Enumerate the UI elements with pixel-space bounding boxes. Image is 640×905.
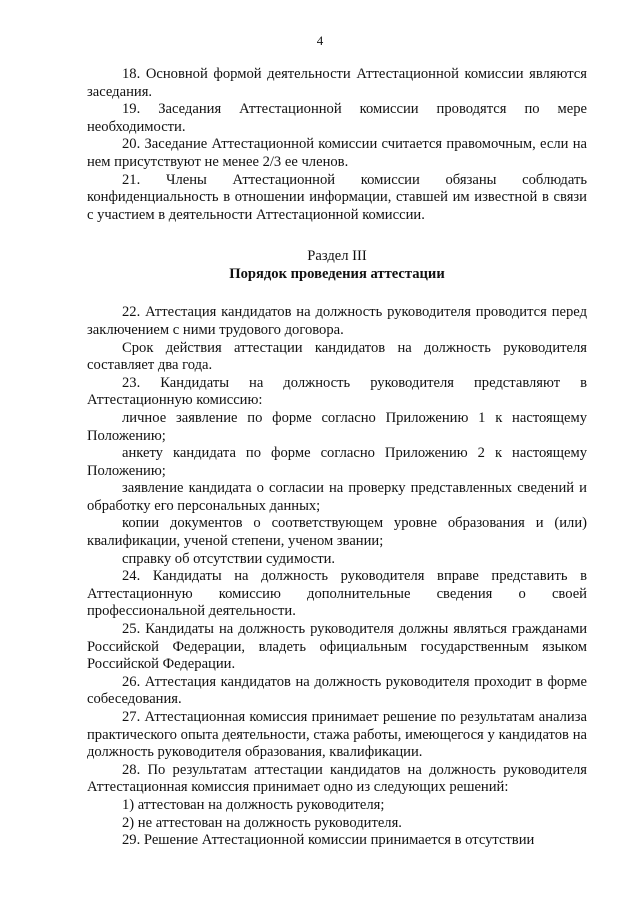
paragraph-29: 29. Решение Аттестационной комиссии принимается в отсутствии — [122, 832, 535, 849]
list-item-candidate-form: анкету кандидата по форме согласно Приложению 2 к настоящему Положению; — [87, 445, 587, 479]
list-item-consent-statement: заявление кандидата о согласии на проверку представленных сведений и обработку его персональных данных; — [87, 480, 587, 514]
paragraph-20: 20. Заседание Аттестационной комиссии считается правомочным, если на нем присутствуют не менее 2/3 ее членов. — [87, 136, 587, 170]
paragraph-27: 27. Аттестационная комиссия принимает решение по результатам анализа практического опыта деятельности, стажа работы, имеющегося у кандидатов на должность руководителя образования, квалификации. — [87, 709, 587, 761]
paragraph-23: 23. Кандидаты на должность руководителя представляют в Аттестационную комиссию: — [87, 374, 587, 409]
decision-option-not-certified: 2) не аттестован на должность руководителя. — [122, 814, 402, 831]
decision-option-certified: 1) аттестован на должность руководителя; — [122, 796, 385, 813]
list-item-education-copies: копии документов о соответствующем уровне образования и (или) квалификации, ученой степени, ученом звании; — [87, 515, 587, 550]
page-number: 4 — [316, 33, 324, 48]
paragraph-26: 26. Аттестация кандидатов на должность руководителя проходит в форме собеседования. — [87, 673, 587, 708]
paragraph-22: 22. Аттестация кандидатов на должность руководителя проводится перед заключением с ними трудового договора. — [87, 304, 587, 338]
paragraph-21: 21. Члены Аттестационной комиссии обязаны соблюдать конфиденциальность в отношении информации, ставшей им известной в связи с участием в деятельности Аттестационной комиссии. — [87, 171, 587, 223]
paragraph-24: 24. Кандидаты на должность руководителя вправе представить в Аттестационную комиссию дополнительные сведения о своей профессиональной деятельности. — [87, 568, 587, 620]
list-item-personal-application: личное заявление по форме согласно Приложению 1 к настоящему Положению; — [87, 409, 587, 444]
paragraph-22-term: Срок действия аттестации кандидатов на должность руководителя составляет два года. — [87, 339, 587, 374]
section-title: Порядок проведения аттестации — [229, 266, 445, 283]
paragraph-19: 19. Заседания Аттестационной комиссии проводятся по мере необходимости. — [87, 101, 587, 135]
paragraph-25: 25. Кандидаты на должность руководителя должны являться гражданами Российской Федерации, владеть официальным государственным языком Российской Федерации. — [87, 621, 587, 673]
section-heading — [87, 247, 587, 283]
paragraph-18: 18. Основной формой деятельности Аттестационной комиссии являются заседания. — [87, 66, 587, 100]
paragraph-28: 28. По результатам аттестации кандидатов на должность руководителя Аттестационная комиссия принимает одно из следующих решений: — [87, 761, 587, 796]
document-body — [87, 66, 587, 850]
section-label: Раздел III — [307, 248, 367, 265]
list-item-no-criminal-record: справку об отсутствии судимости. — [122, 550, 336, 567]
